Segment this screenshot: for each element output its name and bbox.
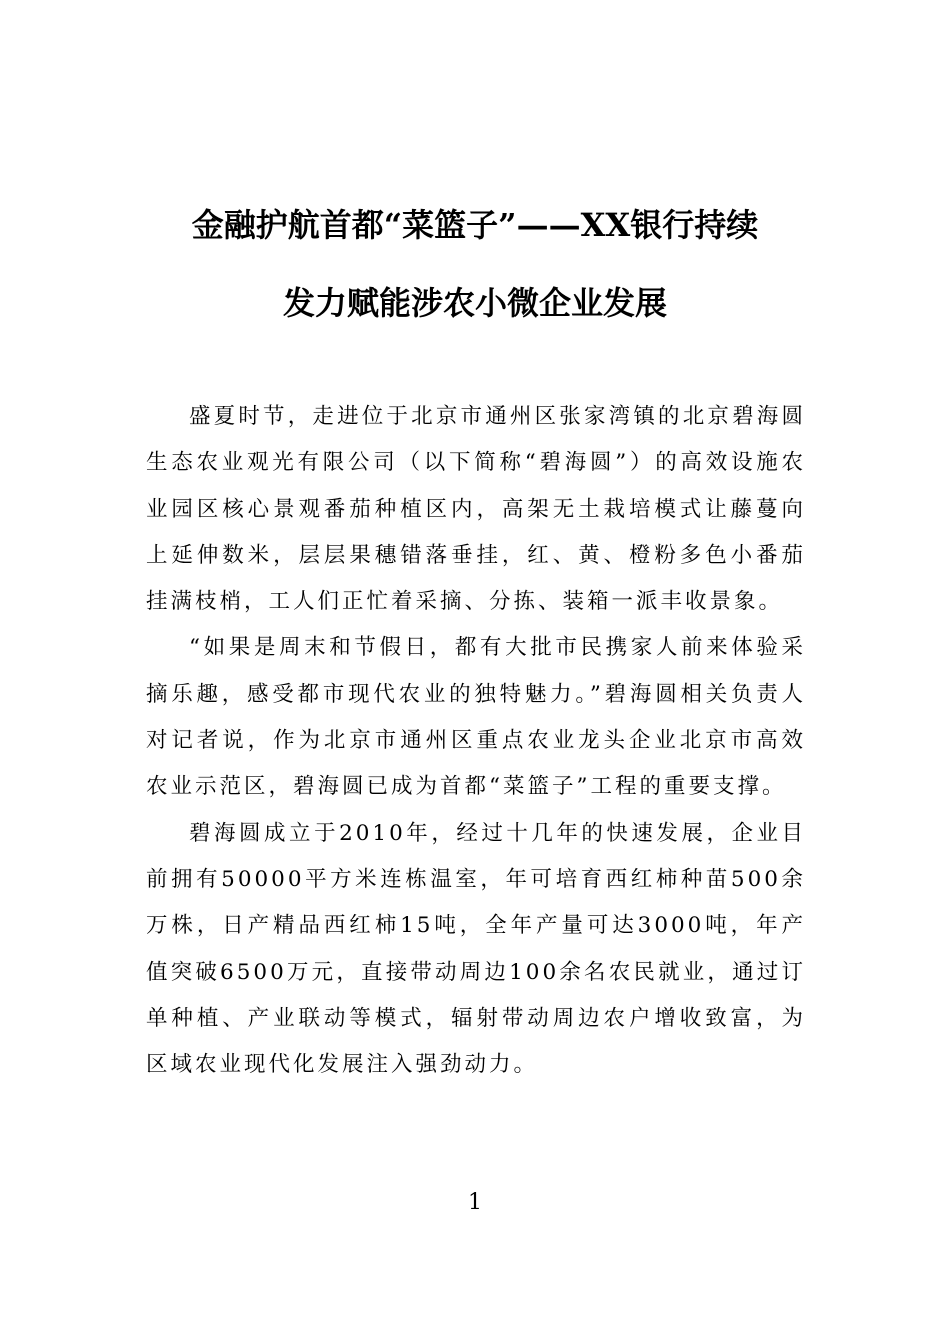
page-number: 1 (468, 1190, 482, 1215)
title-line-1: 金融护航首都“菜篮子”——XX银行持续 (191, 206, 759, 244)
title-line-2: 发力赋能涉农小微企业发展 (282, 284, 667, 322)
document-title (120, 186, 830, 342)
paragraph-3: 碧海圆成立于2010年，经过十几年的快速发展，企业目前拥有50000平方米连栋温室，年可培育西红柿种苗500余万株，日产精品西红柿15吨，全年产量可达3000吨，年产值突破6500万元，直接带动周边100余名农民就业，通过订单种植、产业联动等模式，辐射带动周边农户增收致富，为区域农业现代化发展注入强劲动力。 (146, 820, 806, 1078)
document-body (146, 394, 806, 1088)
paragraph-2: “如果是周末和节假日，都有大批市民携家人前来体验采摘乐趣，感受都市现代农业的独特魅力。”碧海圆相关负责人对记者说，作为北京市通州区重点农业龙头企业北京市高效农业示范区，碧海圆已成为首都“菜篮子”工程的重要支撑。 (146, 635, 806, 800)
paragraph-1: 盛夏时节，走进位于北京市通州区张家湾镇的北京碧海圆生态农业观光有限公司（以下简称“碧海圆”）的高效设施农业园区核心景观番茄种植区内，高架无土栽培模式让藤蔓向上延伸数米，层层果穗错落垂挂，红、黄、橙粉多色小番茄挂满枝梢，工人们正忙着采摘、分拣、装箱一派丰收景象。 (146, 404, 806, 615)
